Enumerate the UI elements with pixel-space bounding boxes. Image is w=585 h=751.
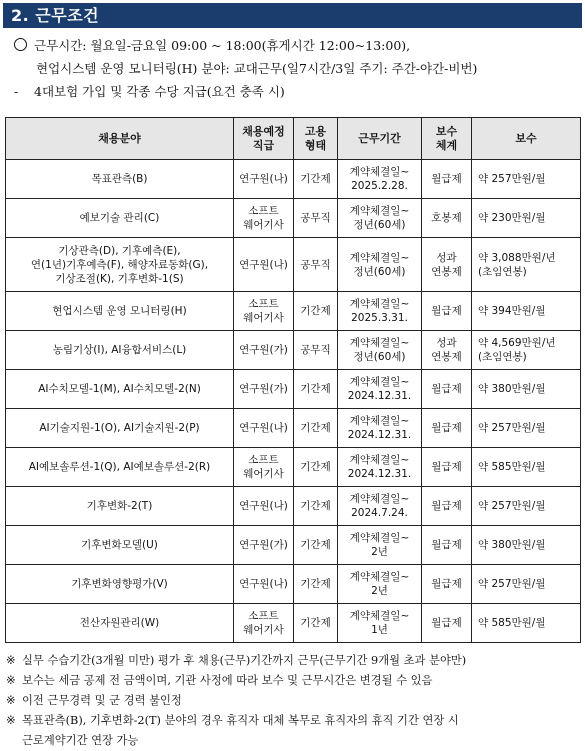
cell-period: 계약체결일~ 2년 xyxy=(338,565,422,604)
table-row xyxy=(6,526,581,565)
cell-grade: 연구원(나) xyxy=(234,565,294,604)
cell-employment: 기간제 xyxy=(294,160,338,199)
cell-period: 계약체결일~ 2025.2.28. xyxy=(338,160,422,199)
cell-period: 계약체결일~ 정년(60세) xyxy=(338,331,422,370)
cell-pay-system: 월급제 xyxy=(422,370,472,409)
cell-field: 농림기상(I), AI융합서비스(L) xyxy=(6,331,234,370)
header-grade: 채용예정 직급 xyxy=(234,118,294,160)
cell-field: 목표관측(B) xyxy=(6,160,234,199)
header-pay-system: 보수 체계 xyxy=(422,118,472,160)
note-text: 이전 근무경력 및 군 경력 불인정 xyxy=(22,694,182,707)
cell-pay: 약 257만원/월 xyxy=(472,565,581,604)
note-continuation: 근로계약기간 연장 가능 xyxy=(22,734,139,747)
reference-mark-icon: ※ xyxy=(6,694,16,707)
reference-mark-icon: ※ xyxy=(6,714,16,727)
note-item xyxy=(6,691,582,711)
cell-pay-system: 월급제 xyxy=(422,160,472,199)
cell-employment: 공무직 xyxy=(294,199,338,238)
reference-mark-icon: ※ xyxy=(6,674,16,687)
cell-pay-system: 월급제 xyxy=(422,526,472,565)
cell-pay-system: 월급제 xyxy=(422,448,472,487)
table-header-row xyxy=(6,118,581,160)
table-row xyxy=(6,199,581,238)
table-row xyxy=(6,292,581,331)
intro-block xyxy=(14,34,579,103)
cell-employment: 공무직 xyxy=(294,238,338,292)
note-text: 목표관측(B), 기후변화-2(T) 분야의 경우 휴직자 대체 복무로 휴직자의 휴직 기간 연장 시 xyxy=(22,714,459,727)
note-item xyxy=(6,671,582,691)
recruitment-table xyxy=(5,117,581,643)
intro-benefits xyxy=(14,80,579,103)
header-field: 채용분야 xyxy=(6,118,234,160)
cell-pay-system: 월급제 xyxy=(422,292,472,331)
cell-field: AI예보솔루션-1(Q), AI예보솔루션-2(R) xyxy=(6,448,234,487)
intro-work-hours xyxy=(14,34,579,57)
cell-period: 계약체결일~ 2024.12.31. xyxy=(338,370,422,409)
cell-field: 전산자원관리(W) xyxy=(6,604,234,643)
table-row xyxy=(6,160,581,199)
table-row xyxy=(6,487,581,526)
cell-grade: 소프트 웨어기사 xyxy=(234,292,294,331)
cell-field: 기후변화-2(T) xyxy=(6,487,234,526)
cell-grade: 연구원(나) xyxy=(234,160,294,199)
table-row xyxy=(6,448,581,487)
cell-employment: 기간제 xyxy=(294,565,338,604)
cell-employment: 기간제 xyxy=(294,409,338,448)
cell-employment: 기간제 xyxy=(294,448,338,487)
cell-period: 계약체결일~ 2024.12.31. xyxy=(338,448,422,487)
cell-period: 계약체결일~ 2024.7.24. xyxy=(338,487,422,526)
note-text: 보수는 세금 공제 전 금액이며, 기관 사정에 따라 보수 및 근무시간은 변경될 수 있음 xyxy=(22,674,433,687)
section-title: 2. 근무조건 xyxy=(3,3,582,28)
cell-grade: 연구원(나) xyxy=(234,487,294,526)
table-row xyxy=(6,409,581,448)
cell-pay: 약 3,088만원/년 (초임연봉) xyxy=(472,238,581,292)
cell-employment: 기간제 xyxy=(294,487,338,526)
dash-bullet-icon: - xyxy=(14,84,19,99)
table-row xyxy=(6,238,581,292)
cell-field: AI수치모델-1(M), AI수치모델-2(N) xyxy=(6,370,234,409)
table-row xyxy=(6,565,581,604)
cell-grade: 연구원(나) xyxy=(234,409,294,448)
circle-bullet-icon xyxy=(14,38,27,51)
cell-employment: 기간제 xyxy=(294,292,338,331)
cell-field: 예보기술 관리(C) xyxy=(6,199,234,238)
cell-period: 계약체결일~ 2025.3.31. xyxy=(338,292,422,331)
benefits-text: 4대보험 가입 및 각종 수당 지급(요건 충족 시) xyxy=(34,84,285,99)
cell-period: 계약체결일~ 2년 xyxy=(338,526,422,565)
note-item xyxy=(6,651,582,671)
cell-grade: 연구원(가) xyxy=(234,370,294,409)
cell-period: 계약체결일~ 정년(60세) xyxy=(338,199,422,238)
cell-pay-system: 성과 연봉제 xyxy=(422,331,472,370)
header-employment: 고용 형태 xyxy=(294,118,338,160)
cell-employment: 기간제 xyxy=(294,526,338,565)
cell-grade: 소프트 웨어기사 xyxy=(234,448,294,487)
cell-pay: 약 380만원/월 xyxy=(472,370,581,409)
reference-mark-icon: ※ xyxy=(6,654,16,667)
work-hours-text: 근무시간: 월요일-금요일 09:00 ~ 18:00(휴게시간 12:00~13:00), xyxy=(34,38,411,53)
header-period: 근무기간 xyxy=(338,118,422,160)
table-row xyxy=(6,331,581,370)
cell-pay-system: 호봉제 xyxy=(422,199,472,238)
cell-field: 기상관측(D), 기후예측(E), 연(1년)기후예측(F), 해양자료동화(G), 기상조절(K), 기후변화-1(S) xyxy=(6,238,234,292)
cell-field: AI기술지원-1(O), AI기술지원-2(P) xyxy=(6,409,234,448)
table-row xyxy=(6,604,581,643)
cell-pay: 약 257만원/월 xyxy=(472,409,581,448)
cell-grade: 연구원(가) xyxy=(234,526,294,565)
cell-grade: 소프트 웨어기사 xyxy=(234,199,294,238)
header-pay: 보수 xyxy=(472,118,581,160)
cell-pay: 약 4,569만원/년 (초임연봉) xyxy=(472,331,581,370)
cell-field: 기후변화영향평가(V) xyxy=(6,565,234,604)
table-row xyxy=(6,370,581,409)
cell-period: 계약체결일~ 2024.12.31. xyxy=(338,409,422,448)
cell-field: 기후변화모델(U) xyxy=(6,526,234,565)
cell-pay: 약 257만원/월 xyxy=(472,487,581,526)
cell-employment: 공무직 xyxy=(294,331,338,370)
cell-pay-system: 월급제 xyxy=(422,487,472,526)
cell-period: 계약체결일~ 1년 xyxy=(338,604,422,643)
cell-pay-system: 월급제 xyxy=(422,565,472,604)
note-item xyxy=(6,711,582,731)
notes-block xyxy=(6,651,582,751)
cell-pay: 약 257만원/월 xyxy=(472,160,581,199)
cell-employment: 기간제 xyxy=(294,604,338,643)
cell-grade: 소프트 웨어기사 xyxy=(234,604,294,643)
cell-pay-system: 월급제 xyxy=(422,604,472,643)
intro-shift-note: 현업시스템 운영 모니터링(H) 분야: 교대근무(일7시간/3일 주기: 주간-야간-비번) xyxy=(36,61,478,76)
cell-pay: 약 230만원/월 xyxy=(472,199,581,238)
cell-employment: 기간제 xyxy=(294,370,338,409)
cell-pay-system: 월급제 xyxy=(422,409,472,448)
cell-pay: 약 380만원/월 xyxy=(472,526,581,565)
cell-period: 계약체결일~ 정년(60세) xyxy=(338,238,422,292)
cell-pay: 약 585만원/월 xyxy=(472,604,581,643)
cell-pay: 약 394만원/월 xyxy=(472,292,581,331)
cell-grade: 연구원(가) xyxy=(234,331,294,370)
cell-pay-system: 성과 연봉제 xyxy=(422,238,472,292)
cell-field: 현업시스템 운영 모니터링(H) xyxy=(6,292,234,331)
cell-grade: 연구원(나) xyxy=(234,238,294,292)
cell-pay: 약 585만원/월 xyxy=(472,448,581,487)
note-text: 실무 수습기간(3개월 미만) 평가 후 채용(근무)기간까지 근무(근무기간 9개월 초과 분야만) xyxy=(22,654,467,667)
